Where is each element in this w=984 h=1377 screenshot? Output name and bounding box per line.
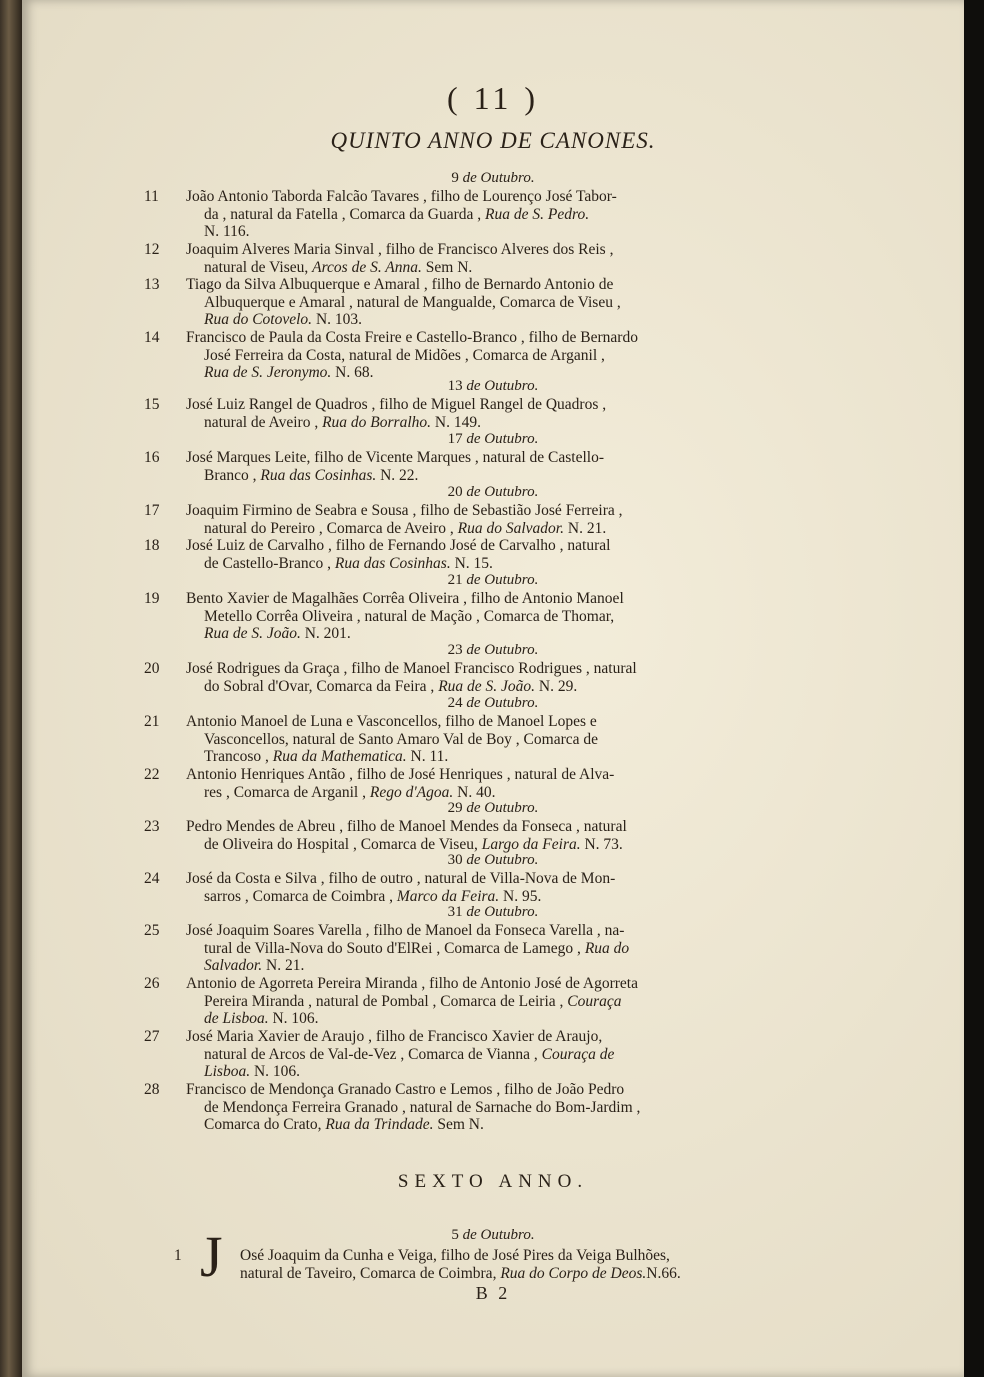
street-name: Salvador. xyxy=(204,957,263,974)
date-day: 13 xyxy=(447,378,467,394)
entry-line: de Castello-Branco , Rua das Cosinhas. N. 15. xyxy=(204,554,493,572)
date-label: de Outubro. xyxy=(466,695,539,711)
register-entry xyxy=(144,870,722,905)
register-entry xyxy=(144,975,722,1028)
register-entry xyxy=(144,922,722,975)
street-name: Rua de S. Pedro. xyxy=(485,205,590,223)
section-title: QUINTO ANNO DE CANONES. xyxy=(330,128,656,153)
sexto-anno-heading: SEXTO ANNO. xyxy=(397,1171,589,1192)
date-heading xyxy=(22,1227,964,1244)
register-entry xyxy=(144,396,722,431)
date-heading xyxy=(22,904,964,921)
entry-line: José Ferreira da Costa, natural de Midões , Comarca de Arganil , xyxy=(204,346,605,364)
street-name: Rua do Salvador. xyxy=(457,519,564,537)
street-name: Rua do Cotovelo. xyxy=(204,311,313,328)
street-name: Largo da Feira. xyxy=(481,835,581,853)
entry-line: José Rodrigues da Graça , filho de Manoel Francisco Rodrigues , natural xyxy=(186,660,637,677)
street-name: Arcos de S. Anna. xyxy=(312,258,422,276)
date-day: 9 xyxy=(451,170,463,186)
book-page xyxy=(22,0,964,1377)
street-name: Rua das Cosinhas. xyxy=(334,554,451,572)
entry-line: natural de Aveiro , Rua do Borralho. N. 149. xyxy=(204,413,481,431)
register-entry xyxy=(144,766,722,801)
register-entry xyxy=(144,188,722,241)
street-name: Rua de S. João. xyxy=(438,677,536,695)
register-entry xyxy=(144,590,722,643)
entry-line: Branco , Rua das Cosinhas. N. 22. xyxy=(204,466,419,484)
entry-line: José Maria Xavier de Araujo , filho de Francisco Xavier de Araujo, xyxy=(186,1028,603,1045)
entry-line: Rua de S. Jeronymo. N. 68. xyxy=(204,364,374,381)
date-day: 24 xyxy=(447,695,467,711)
date-day: 31 xyxy=(447,904,467,920)
street-name: Lisboa. xyxy=(204,1063,251,1080)
entry-line: Rua de S. João. N. 201. xyxy=(204,625,351,642)
date-heading xyxy=(22,642,964,659)
entry-line: de Lisboa. N. 106. xyxy=(204,1010,319,1027)
page-number: ( 11 ) xyxy=(446,80,540,116)
entry-line: Francisco de Mendonça Granado Castro e Lemos , filho de João Pedro xyxy=(186,1081,625,1098)
entry-line: Osé Joaquim da Cunha e Veiga, filho de José Pires da Veiga Bulhões, xyxy=(240,1247,670,1264)
date-day: 29 xyxy=(447,800,467,816)
date-day: 23 xyxy=(447,642,467,658)
street-name: Rua da Trindade. xyxy=(325,1116,434,1133)
register-entry xyxy=(174,1247,722,1282)
entry-line: Antonio Manoel de Luna e Vasconcellos, filho de Manoel Lopes e xyxy=(186,713,597,730)
entry-line: José Joaquim Soares Varella , filho de Manoel da Fonseca Varella , na- xyxy=(186,922,625,939)
date-heading xyxy=(22,695,964,712)
date-label: de Outubro. xyxy=(466,431,539,447)
register-entry xyxy=(144,1081,722,1134)
entry-line: Tiago da Silva Albuquerque e Amaral , filho de Bernardo Antonio de xyxy=(186,276,614,293)
register-entry xyxy=(144,818,722,853)
street-name: Couraça de xyxy=(541,1045,615,1063)
entry-number: 23 xyxy=(144,818,160,835)
drop-cap: J xyxy=(200,1224,223,1289)
entry-line: José Luiz de Carvalho , filho de Fernando José de Carvalho , natural xyxy=(186,537,611,554)
street-name: Rua do Corpo de Deos. xyxy=(500,1264,647,1282)
date-heading xyxy=(22,800,964,817)
date-label: de Outubro. xyxy=(466,852,539,868)
entry-line: natural de Arcos de Val-de-Vez , Comarca de Vianna , Couraça de xyxy=(204,1045,615,1063)
entry-number: 14 xyxy=(144,329,160,346)
entry-number: 18 xyxy=(144,537,160,554)
entry-line: de Mendonça Ferreira Granado , natural de Sarnache do Bom-Jardim , xyxy=(204,1098,641,1116)
scan-border xyxy=(964,0,984,1377)
date-label: de Outubro. xyxy=(462,170,535,186)
entry-number: 16 xyxy=(144,449,160,466)
entry-number: 19 xyxy=(144,590,160,607)
street-name: Couraça xyxy=(567,992,622,1010)
entry-number: 21 xyxy=(144,713,160,730)
entry-line: Joaquim Alveres Maria Sinval , filho de Francisco Alveres dos Reis , xyxy=(186,241,614,258)
register-entry xyxy=(144,713,722,766)
signature-mark: B 2 xyxy=(475,1283,511,1303)
date-heading xyxy=(22,484,964,501)
date-day: 20 xyxy=(447,484,467,500)
entry-line: José Marques Leite, filho de Vicente Marques , natural de Castello- xyxy=(186,449,605,466)
entry-number: 13 xyxy=(144,276,160,293)
entry-line: Metello Corrêa Oliveira , natural de Mação , Comarca de Thomar, xyxy=(204,607,615,625)
book-gutter xyxy=(0,0,22,1377)
register-entry xyxy=(144,329,722,382)
entry-number: 27 xyxy=(144,1028,160,1045)
entry-line: da , natural da Fatella , Comarca da Guarda , Rua de S. Pedro. xyxy=(204,205,590,223)
entry-line: Lisboa. N. 106. xyxy=(204,1063,301,1080)
date-label: de Outubro. xyxy=(462,1227,535,1243)
entry-line: João Antonio Taborda Falcão Tavares , filho de Lourenço José Tabor- xyxy=(186,188,617,205)
register-entry xyxy=(144,449,722,484)
street-name: Rua do xyxy=(584,939,630,957)
entry-line: José Luiz Rangel de Quadros , filho de Miguel Rangel de Quadros , xyxy=(186,396,607,413)
entry-number: 1 xyxy=(174,1247,182,1264)
date-label: de Outubro. xyxy=(466,642,539,658)
date-day: 30 xyxy=(447,852,467,868)
entry-number: 24 xyxy=(144,870,160,887)
entry-line: Francisco de Paula da Costa Freire e Castello-Branco , filho de Bernardo xyxy=(186,329,638,346)
entry-line: natural de Taveiro, Comarca de Coimbra, Rua do Corpo de Deos.N.66. xyxy=(240,1264,681,1282)
entry-line: José da Costa e Silva , filho de outro , natural de Villa-Nova de Mon- xyxy=(186,870,616,887)
date-label: de Outubro. xyxy=(466,572,539,588)
date-label: de Outubro. xyxy=(466,800,539,816)
date-label: de Outubro. xyxy=(466,484,539,500)
entry-line: Comarca do Crato, Rua da Trindade. Sem N. xyxy=(204,1116,484,1133)
register-entry xyxy=(144,276,722,329)
register-entry xyxy=(144,537,722,572)
entry-line: Joaquim Firmino de Seabra e Sousa , filho de Sebastião José Ferreira , xyxy=(186,502,623,519)
entry-line: N. 116. xyxy=(204,223,250,240)
entry-line: Rua do Cotovelo. N. 103. xyxy=(204,311,363,328)
street-name: Rua de S. João. xyxy=(204,625,301,642)
date-day: 21 xyxy=(447,572,467,588)
entry-line: Salvador. N. 21. xyxy=(204,957,305,974)
entry-line: Albuquerque e Amaral , natural de Mangualde, Comarca de Viseu , xyxy=(204,293,621,311)
date-heading xyxy=(22,431,964,448)
entry-line: sarros , Comarca de Coimbra , Marco da Feira. N. 95. xyxy=(204,887,542,905)
date-day: 5 xyxy=(451,1227,463,1243)
street-name: Rua do Borralho. xyxy=(322,413,432,431)
entry-line: do Sobral d'Ovar, Comarca da Feira , Rua de S. João. N. 29. xyxy=(204,677,578,695)
entry-line: natural de Viseu, Arcos de S. Anna. Sem N. xyxy=(204,258,473,276)
entry-line: Pereira Miranda , natural de Pombal , Comarca de Leiria , Couraça xyxy=(204,992,622,1010)
entry-line: Vasconcellos, natural de Santo Amaro Val de Boy , Comarca de xyxy=(204,730,599,748)
date-heading xyxy=(22,378,964,395)
date-heading xyxy=(22,852,964,869)
date-day: 17 xyxy=(447,431,467,447)
street-name: Rua das Cosinhas. xyxy=(260,466,377,484)
entry-line: Pedro Mendes de Abreu , filho de Manoel Mendes da Fonseca , natural xyxy=(186,818,627,835)
entry-line: Trancoso , Rua da Mathematica. N. 11. xyxy=(204,748,449,765)
entry-number: 22 xyxy=(144,766,160,783)
entry-number: 11 xyxy=(144,188,159,205)
street-name: Rego d'Agoa. xyxy=(369,783,454,801)
date-label: de Outubro. xyxy=(466,904,539,920)
entry-number: 26 xyxy=(144,975,160,992)
entry-number: 12 xyxy=(144,241,160,258)
street-name: Rua da Mathematica. xyxy=(272,748,407,765)
entry-line: natural do Pereiro , Comarca de Aveiro , Rua do Salvador. N. 21. xyxy=(204,519,607,537)
entry-number: 25 xyxy=(144,922,160,939)
entry-number: 28 xyxy=(144,1081,160,1098)
register-entry xyxy=(144,502,722,537)
entry-line: res , Comarca de Arganil , Rego d'Agoa. N. 40. xyxy=(204,783,496,801)
entry-number: 15 xyxy=(144,396,160,413)
street-name: de Lisboa. xyxy=(204,1010,269,1027)
register-entry xyxy=(144,1028,722,1081)
entry-line: tural de Villa-Nova do Souto d'ElRei , Comarca de Lamego , Rua do xyxy=(204,939,630,957)
date-heading xyxy=(22,170,964,187)
date-heading xyxy=(22,572,964,589)
street-name: Rua de S. Jeronymo. xyxy=(204,364,332,381)
date-label: de Outubro. xyxy=(466,378,539,394)
entry-number: 17 xyxy=(144,502,160,519)
entry-line: Antonio de Agorreta Pereira Miranda , filho de Antonio José de Agorreta xyxy=(186,975,638,992)
entry-line: de Oliveira do Hospital , Comarca de Viseu, Largo da Feira. N. 73. xyxy=(204,835,623,853)
entry-line: Antonio Henriques Antão , filho de José Henriques , natural de Alva- xyxy=(186,766,615,783)
register-entry xyxy=(144,660,722,695)
entry-line: Bento Xavier de Magalhães Corrêa Oliveira , filho de Antonio Manoel xyxy=(186,590,624,607)
register-entry xyxy=(144,241,722,276)
street-name: Marco da Feira. xyxy=(396,887,500,905)
entry-number: 20 xyxy=(144,660,160,677)
